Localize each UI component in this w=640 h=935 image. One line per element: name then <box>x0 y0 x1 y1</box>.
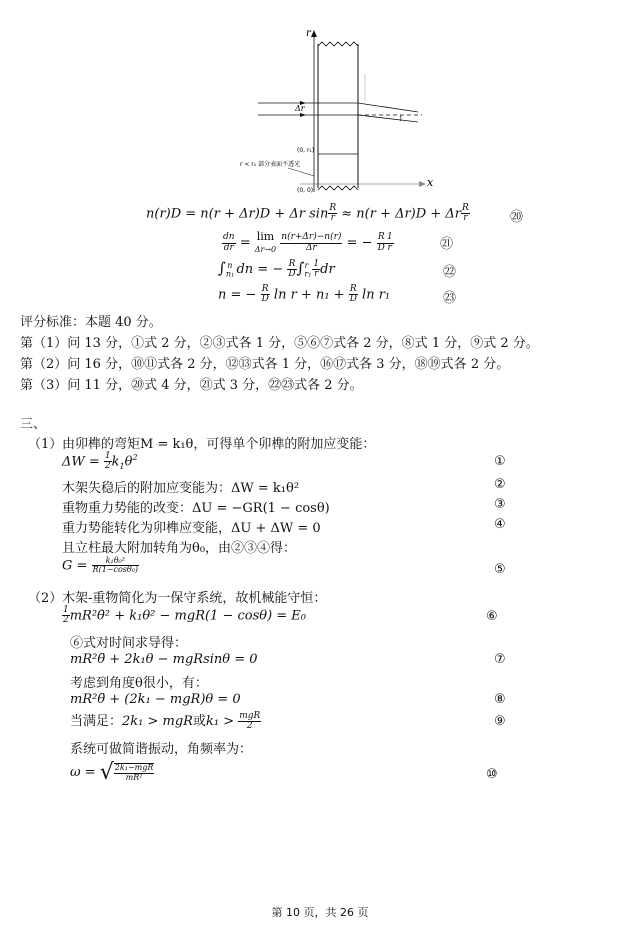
part-2-label: （2） <box>28 591 63 606</box>
slab-top-wavy <box>318 42 358 46</box>
ray-arrow-lower <box>300 113 306 117</box>
delta-r-label: Δr <box>295 104 305 113</box>
opaque-note: r < r₁ 部分表面不透光 <box>240 161 301 168</box>
equation-21-number: ㉑ <box>440 237 454 252</box>
point-origin-label: (0, 0) <box>297 187 314 194</box>
eq-8: mR²θ̈ + (2k₁ − mgR)θ = 0 <box>70 692 241 707</box>
eq-9-follow: 系统可做简谐振动，角频率为： <box>70 742 253 757</box>
point-0-r1-label: (0, r₁) <box>297 147 315 154</box>
eq-4: 重力势能转化为卯榫应变能，ΔU + ΔW = 0 <box>62 521 321 536</box>
grading-title: 评分标准：本题 40 分。 <box>20 315 162 330</box>
eq-1-number: ① <box>494 454 506 469</box>
section-3-heading: 三、 <box>20 417 47 432</box>
eq-3-number: ③ <box>494 497 506 512</box>
eq-2-number: ② <box>494 477 506 492</box>
x-axis-arrow <box>419 181 426 187</box>
equation-22-number: ㉒ <box>443 265 457 280</box>
eq-6-number: ⑥ <box>486 609 498 624</box>
eq-7-number: ⑦ <box>494 652 506 667</box>
eq-10: ω = √ $\frac{\text{2k₁−mgR}}{\text{mR²}}$ <box>70 760 154 785</box>
slab-bottom-wavy <box>318 186 358 190</box>
eq-7-follow: 考虑到角度θ很小，有： <box>70 676 208 691</box>
equation-20-number: ⑳ <box>510 210 524 225</box>
eq-10-number: ⑩ <box>486 767 498 782</box>
page-footer: 第 10 页，共 26 页 <box>271 906 369 919</box>
r-axis-arrow <box>311 30 317 37</box>
eq-7: mR²θ̈ + 2k₁θ − mgRsinθ = 0 <box>70 652 258 667</box>
eq-1: ΔW = $\frac{1}{2}$ $k_1\theta^2$ <box>62 451 138 472</box>
eq-9-number: ⑨ <box>494 714 506 729</box>
eq-5: G = $\frac{\text{k₁θ₀²}}{\text{R(1−cosθ₀)}}$ <box>62 556 139 575</box>
eq-6-follow: ⑥式对时间求导得： <box>70 636 188 651</box>
eq-4-number: ④ <box>494 517 506 532</box>
eq-5-number: ⑤ <box>494 562 506 577</box>
eq-3: 重物重力势能的改变：ΔU = −GR(1 − cosθ) <box>62 501 330 516</box>
axis-r-label: r <box>306 28 311 39</box>
eq-6: $\frac{1}{2}$ mR²θ̇² + k₁θ² − mgR(1 − cosθ) = E₀ <box>63 605 307 626</box>
axis-x-label: x <box>427 176 434 189</box>
equation-23-number: ㉓ <box>443 291 457 306</box>
eq-4-follow: 且立柱最大附加转角为θ₀，由②③④得： <box>62 541 297 556</box>
eq-9: 当满足：2k₁ > mgR或k₁ > $\frac{\text{mgR}}{2}$ <box>70 710 261 731</box>
part-1-intro: 由卯榫的弯矩M = k₁θ，可得单个卯榫的附加应变能： <box>62 437 376 452</box>
part-1-label: （1） <box>28 437 63 452</box>
grading-line-1: 第（1）问 13 分，①式 2 分，②③式各 1 分，⑤⑥⑦式各 2 分，⑧式 1 分，⑨式 2 分。 <box>20 336 539 351</box>
eq-8-number: ⑧ <box>494 692 506 707</box>
equation-23: n = − $\frac{R}{D}$ ln r + n₁ + $\frac{R}{D}$ ln r₁ <box>218 284 391 305</box>
optics-figure <box>240 26 440 198</box>
opaque-note-leader <box>288 168 314 176</box>
part-2-intro: 木架-重物简化为一保守系统，故机械能守恒： <box>62 591 327 606</box>
grading-line-3: 第（3）问 11 分，⑳式 4 分，㉑式 3 分，㉒㉓式各 2 分。 <box>20 378 363 393</box>
equation-20: n(r)D = n(r + Δr)D + Δr sin $\frac{R}{r}$ ≈ n(r + Δr)D + Δr $\frac{R}{r}$ <box>146 203 469 224</box>
equation-22: $\int_{n_1}^n$ dn = − $\frac{R}{D}$ $\int_{r_1}^r$ $\frac{1}{r}$ dr <box>218 258 335 279</box>
ray-out-upper <box>358 103 418 112</box>
equation-21: $\frac{dn}{dr}$ = lim Δr→0 $\frac{n(r+\Delta r)-n(r)}{\Delta r}$ = − $\frac{R}{D}$ $\frac{1}{r}$ <box>223 230 393 255</box>
ray-out-lower <box>358 115 418 122</box>
grading-line-2: 第（2）问 16 分，⑩⑪式各 2 分，⑫⑬式各 1 分，⑯⑰式各 3 分，⑱⑲式各 2 分。 <box>20 357 510 372</box>
eq-2: 木架失稳后的附加应变能为：ΔW = k₁θ² <box>62 481 300 496</box>
